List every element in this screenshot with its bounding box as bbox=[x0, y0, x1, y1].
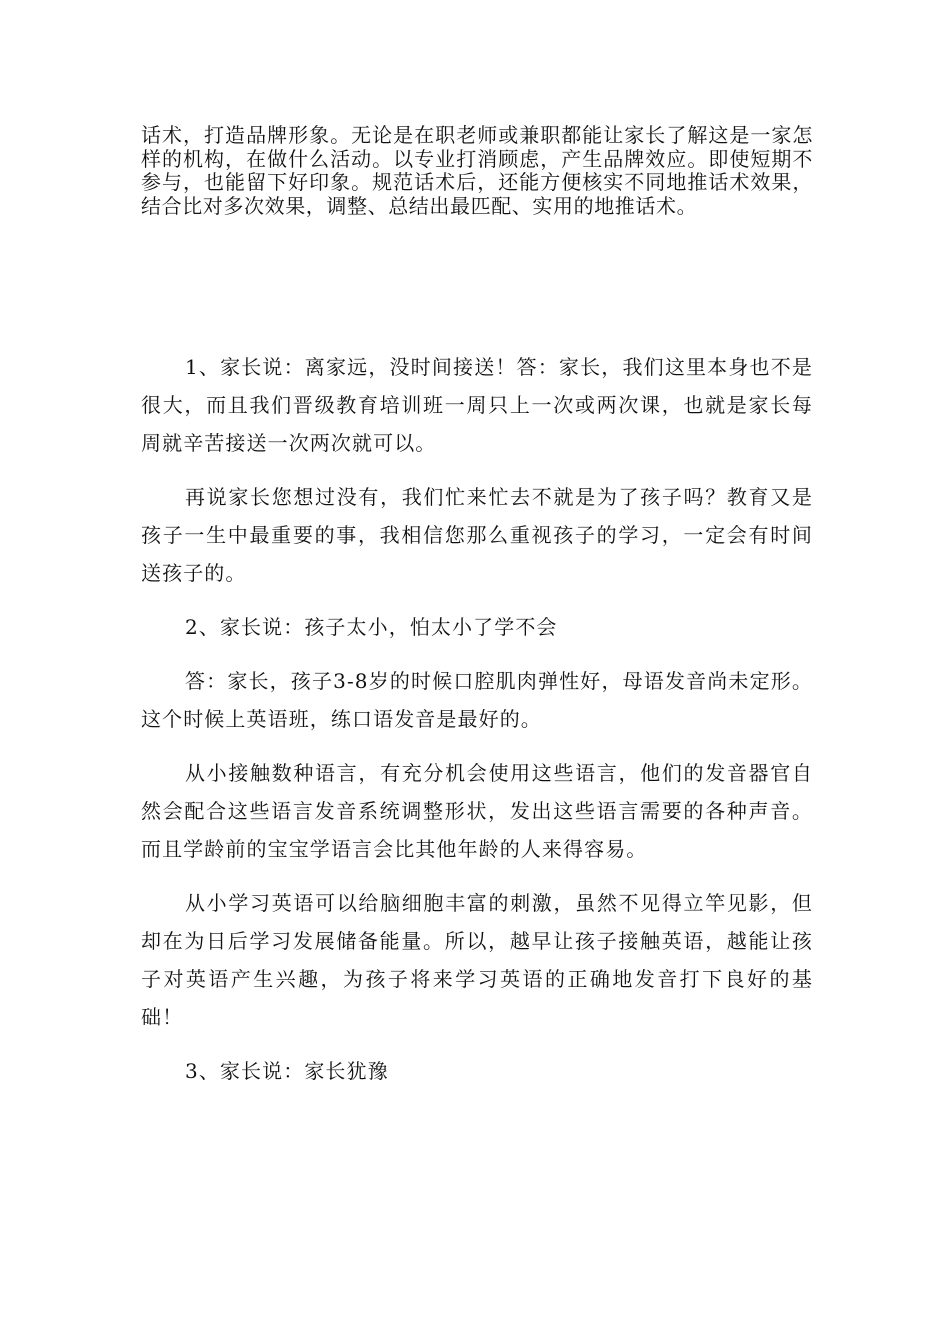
paragraph-q2-answer: 答：家长，孩子3-8岁的时候口腔肌肉弹性好，母语发音尚未定形。这个时候上英语班，练口语发音是最好的。 bbox=[141, 669, 813, 731]
paragraph-q2-languages: 从小接触数种语言，有充分机会使用这些语言，他们的发音器官自然会配合这些语言发音系统调整形状，发出这些语言需要的各种声音。而且学龄前的宝宝学语言会比其他年龄的人来得容易。 bbox=[141, 761, 813, 861]
paragraph-q1-distance: 1、家长说：离家远，没时间接送！答：家长，我们这里本身也不是很大，而且我们晋级教育培训班一周只上一次或两次课，也就是家长每周就辛苦接送一次两次就可以。 bbox=[141, 355, 813, 455]
heading-q3-hesitant: 3、家长说：家长犹豫 bbox=[185, 1059, 389, 1083]
heading-q2-too-young: 2、家长说：孩子太小，怕太小了学不会 bbox=[185, 615, 558, 639]
paragraph-q2-early-learning: 从小学习英语可以给脑细胞丰富的刺激，虽然不见得立竿见影，但却在为日后学习发展储备能量。所以，越早让孩子接触英语，越能让孩子对英语产生兴趣，为孩子将来学习英语的正确地发音打下良好的基础！ bbox=[141, 891, 813, 1029]
intro-paragraph: 话术，打造品牌形象。无论是在职老师或兼职都能让家长了解这是一家怎样的机构，在做什么活动。以专业打消顾虑，产生品牌效应。即使短期不参与，也能留下好印象。规范话术后，还能方便核实不同地推话术效果，结合比对多次效果，调整、总结出最匹配、实用的地推话术。 bbox=[141, 123, 813, 218]
paragraph-q1-followup: 再说家长您想过没有，我们忙来忙去不就是为了孩子吗？教育又是孩子一生中最重要的事，我相信您那么重视孩子的学习，一定会有时间送孩子的。 bbox=[141, 485, 813, 585]
document-body bbox=[141, 348, 813, 1090]
